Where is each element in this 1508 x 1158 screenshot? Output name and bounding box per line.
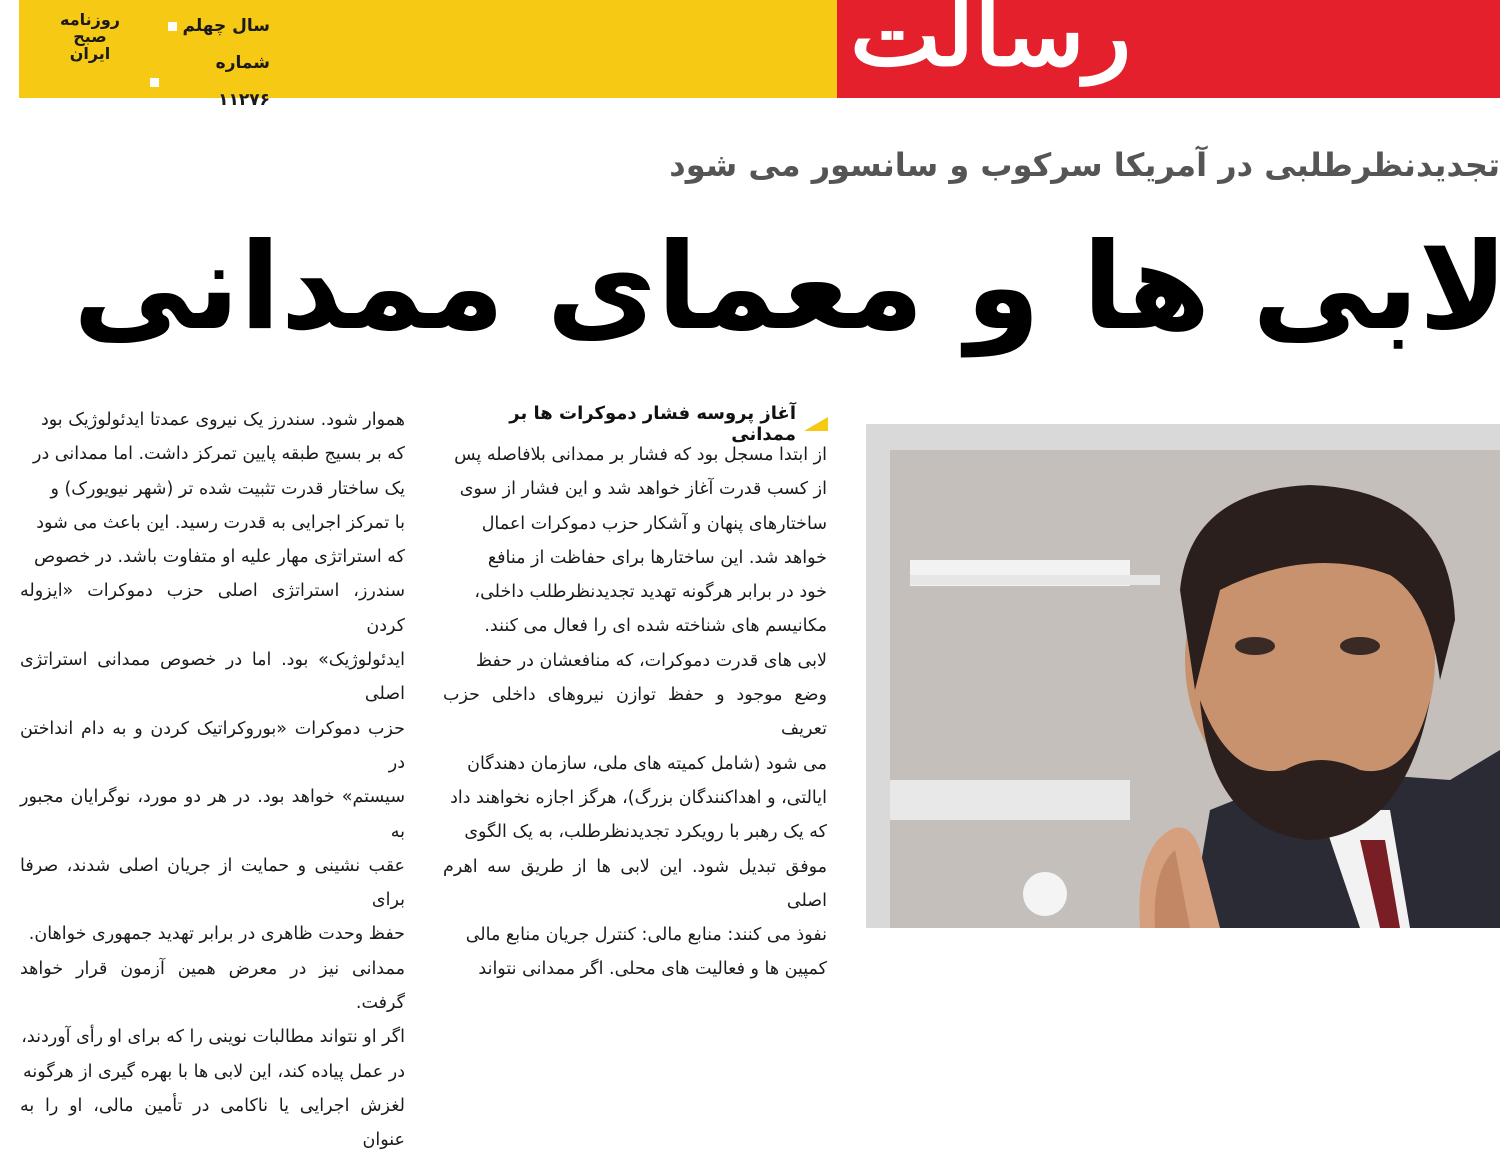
article-text-line: عقب نشینی و حمایت از جریان اصلی شدند، صرفا برای <box>20 855 405 911</box>
article-text-line: حفظ وحدت ظاهری در برابر تهدید جمهوری خواهان. <box>28 924 405 945</box>
article-text-line: وضع موجود و حفظ توازن نیروهای داخلی حزب تعریف <box>443 685 827 740</box>
article-text-line: می شود (شامل کمیته های ملی، سازمان دهندگان <box>467 753 827 774</box>
portrait-photo <box>890 450 1500 928</box>
article-text-line: ممدانی نیز در معرض همین آزمون قرار خواهد گرفت. <box>20 958 405 1014</box>
article-text-line: که استراتژی مهار علیه او متفاوت باشد. در خصوص <box>33 547 405 568</box>
article-subheadline: تجدیدنظرطلبی در آمریکا سرکوب و سانسور می شود <box>669 146 1500 184</box>
issue-label: شماره ۱۱۲۷۶ <box>215 53 270 110</box>
article-text-line: سندرز، استراتژی اصلی حزب دموکرات «ایزوله کردن <box>20 581 405 636</box>
paper-name <box>50 11 130 62</box>
triangle-marker-icon <box>804 417 828 431</box>
article-headline: لابی ها و معمای ممدانی <box>73 218 1508 357</box>
article-column-left <box>20 403 405 1158</box>
article-text-line: لغزش اجرایی یا ناکامی در تأمین مالی، او را به عنوان <box>20 1095 405 1151</box>
article-text-line: ایدئولوژیک» بود. اما در خصوص ممدانی استراتژی اصلی <box>20 650 405 705</box>
article-text-line: حزب دموکرات «بوروکراتیک کردن و به دام انداختن در <box>20 718 405 773</box>
article-text-line: یک ساختار قدرت تثبیت شده تر (شهر نیویورک) و <box>50 478 405 499</box>
paper-name-line: ایران <box>69 44 111 63</box>
article-text-line: کمپین ها و فعالیت های محلی. اگر ممدانی نتواند <box>478 959 827 980</box>
article-text-line: با تمرکز اجرایی به قدرت رسید. این باعث می شود <box>36 512 405 533</box>
article-text-line: لابی های قدرت دموکرات، که منافعشان در حفظ <box>475 650 827 671</box>
issue-meta <box>150 8 270 119</box>
masthead-yellow-band <box>19 0 837 98</box>
newspaper-logo[interactable]: رسالت <box>850 0 1132 85</box>
article-text-line: که بر بسیج طبقه پایین تمرکز داشت. اما ممدانی در <box>33 444 405 465</box>
article-text-line: که یک رهبر با رویکرد تجدیدنظرطلب، به یک الگوی <box>464 822 827 843</box>
article-text-line: از ابتدا مسجل بود که فشار بر ممدانی بلافاصله پس <box>454 445 827 465</box>
section-heading-text: آغاز پروسه فشار دموکرات ها بر ممدانی <box>509 403 796 445</box>
bullet-square-icon <box>168 22 177 31</box>
article-text-line: ایالتی، و اهداکنندگان بزرگ)، هرگز اجازه نخواهند داد <box>450 787 827 808</box>
article-text-line: موفق تبدیل شود. این لابی ها از طریق سه اهرم اصلی <box>443 856 827 911</box>
article-text-line: در عمل پیاده کند، این لابی ها با بهره گیری از هرگونه <box>23 1061 405 1082</box>
article-text-line: خود در برابر هرگونه تهدید تجدیدنظرطلب داخلی، <box>474 582 827 603</box>
paper-name-line: صبح <box>73 27 107 46</box>
article-text-line: سیستم» خواهد بود. در هر دو مورد، نوگرایان مجبور به <box>20 787 405 842</box>
article-text-line: هموار شود. سندرز یک نیروی عمدتا ایدئولوژیک بود <box>40 410 405 430</box>
bullet-square-icon <box>150 78 159 87</box>
paper-name-line: روزنامه <box>60 10 120 29</box>
year-label: سال چهلم <box>182 16 270 36</box>
article-text-line: ساختارهای پنهان و آشکار حزب دموکرات اعمال <box>481 513 827 534</box>
article-text-line: اگر او نتواند مطالبات نوینی را که برای او رأی آوردند، <box>21 1027 405 1048</box>
article-column-middle <box>443 438 827 987</box>
article-text-line: نفوذ می کنند: منابع مالی: کنترل جریان منابع مالی <box>465 925 827 946</box>
article-text-line: از کسب قدرت آغاز خواهد شد و این فشار از سوی <box>459 479 827 500</box>
article-text-line: خواهد شد. این ساختارها برای حفاظت از منافع <box>487 547 827 568</box>
article-text-line: مکانیسم های شناخته شده ای را فعال می کنند. <box>484 616 827 637</box>
